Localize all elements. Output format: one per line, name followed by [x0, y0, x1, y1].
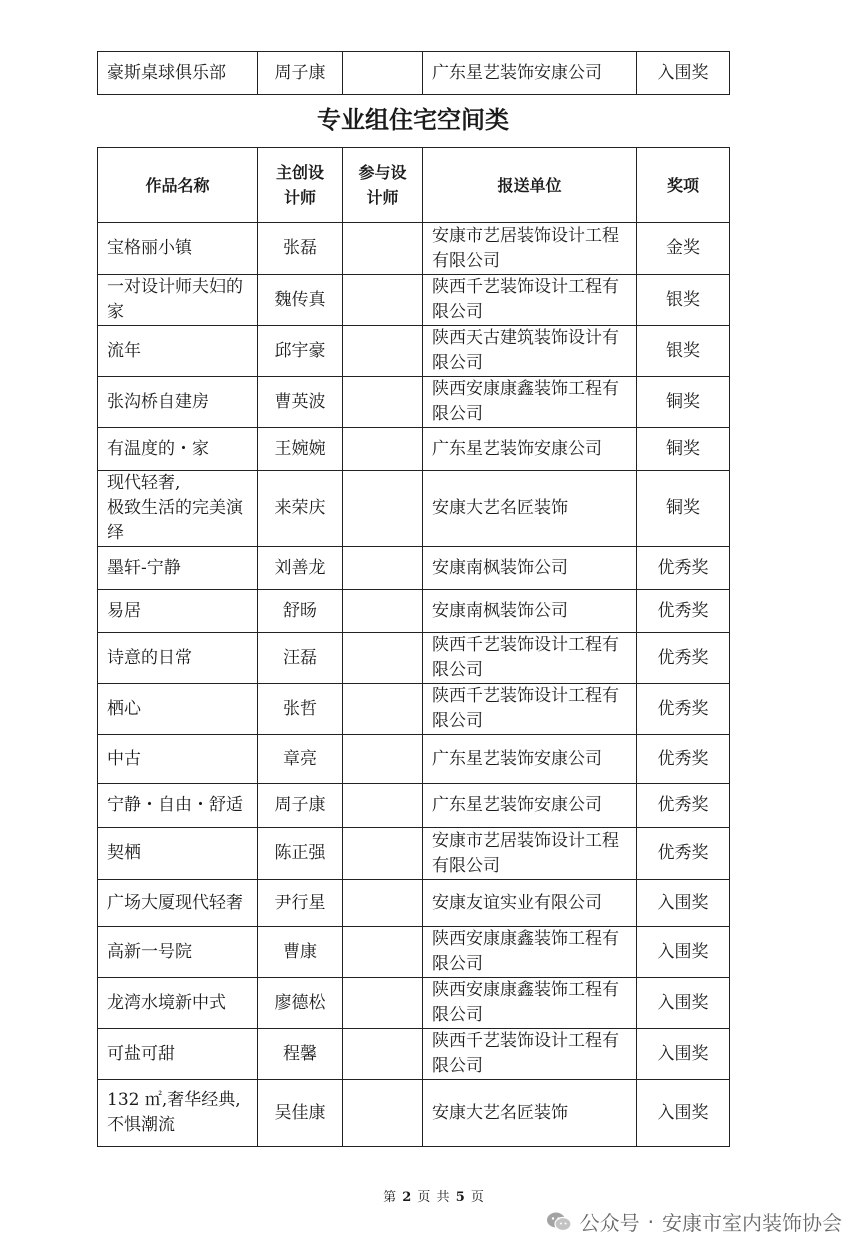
- table-row: [98, 547, 730, 590]
- submitting-unit: [423, 633, 637, 684]
- work-name: [98, 684, 258, 735]
- co-designer: [343, 978, 423, 1029]
- award: 优秀奖: [637, 828, 730, 880]
- award: 入围奖: [637, 880, 730, 927]
- lead-designer: 程馨: [258, 1029, 343, 1080]
- award: 入围奖: [637, 978, 730, 1029]
- submitting-unit-line: 广东星艺装饰安康公司: [432, 438, 602, 459]
- co-designer: [343, 1080, 423, 1147]
- co-designer: [343, 275, 423, 326]
- submitting-unit-line: 陕西安康康鑫装饰工程有: [432, 379, 619, 399]
- work-name: [98, 828, 258, 880]
- submitting-unit-line: 限公司: [432, 1005, 483, 1025]
- watermark-org: 安康市室内装饰协会: [662, 1211, 842, 1235]
- award: 入围奖: [637, 927, 730, 978]
- submitting-unit-line: 安康友谊实业有限公司: [432, 892, 602, 913]
- award: 入围奖: [637, 1080, 730, 1147]
- work-name-line: 宝格丽小镇: [107, 238, 192, 258]
- wechat-watermark: [546, 1207, 842, 1236]
- co-designer: [343, 784, 423, 828]
- lead-designer: 王婉婉: [258, 428, 343, 471]
- submitting-unit-line: 陕西千艺装饰设计工程有: [432, 635, 619, 655]
- work-name-line: 一对设计师夫妇的: [107, 277, 243, 297]
- award: 入围奖: [637, 1029, 730, 1080]
- work-name-line: 易居: [107, 600, 141, 621]
- previous-category-table: [97, 51, 730, 95]
- co-designer: [343, 735, 423, 784]
- work-name-line: 栖心: [107, 698, 141, 719]
- table-row: [98, 590, 730, 633]
- work-name-line: 龙湾水境新中式: [107, 992, 226, 1013]
- award: 优秀奖: [637, 590, 730, 633]
- co-designer: [343, 471, 423, 547]
- header-lead-designer-line1: 主创设: [275, 163, 324, 182]
- award: 铜奖: [637, 428, 730, 471]
- section-title: 专业组住宅空间类: [317, 106, 509, 134]
- submitting-unit-line: 有限公司: [432, 250, 500, 271]
- work-name-line: 家: [107, 302, 124, 322]
- header-award: 奖项: [637, 148, 730, 223]
- submitting-unit-line: 陕西千艺装饰设计工程有: [432, 277, 619, 297]
- page-suffix: 页: [470, 1190, 485, 1205]
- lead-designer: 陈正强: [258, 828, 343, 880]
- page-prefix: 第: [383, 1190, 398, 1205]
- work-name-line: 高新一号院: [107, 941, 192, 962]
- submitting-unit: [423, 828, 637, 880]
- work-name: [98, 735, 258, 784]
- submitting-unit-line: 限公司: [432, 404, 483, 424]
- table-row: [98, 880, 730, 927]
- lead-designer: 尹行星: [258, 880, 343, 927]
- table-row: [98, 52, 730, 95]
- submitting-unit-line: 安康大艺名匠装饰: [432, 498, 568, 518]
- work-name-line: 张沟桥自建房: [107, 391, 209, 412]
- work-name: [98, 927, 258, 978]
- submitting-unit-line: 安康市艺居装饰设计工程: [432, 225, 619, 246]
- submitting-unit: [423, 590, 637, 633]
- award: 优秀奖: [637, 547, 730, 590]
- header-work-name: 作品名称: [98, 148, 258, 223]
- award: 优秀奖: [637, 684, 730, 735]
- header-submitting-unit: 报送单位: [423, 148, 637, 223]
- table-row: [98, 275, 730, 326]
- submitting-unit: [423, 978, 637, 1029]
- work-name: [98, 784, 258, 828]
- table-row: [98, 1080, 730, 1147]
- co-designer: [343, 326, 423, 377]
- submitting-unit: [423, 784, 637, 828]
- header-co-designer-line2: 计师: [366, 188, 399, 207]
- lead-designer: 张磊: [258, 223, 343, 275]
- table-row: [98, 326, 730, 377]
- work-name: [98, 590, 258, 633]
- current-page: 2: [402, 1190, 413, 1205]
- co-designer: [343, 52, 423, 95]
- submitting-unit: [423, 377, 637, 428]
- submitting-unit-line: 广东星艺装饰安康公司: [432, 795, 602, 815]
- co-designer: [343, 633, 423, 684]
- co-designer: [343, 684, 423, 735]
- work-name-line: 流年: [107, 340, 141, 361]
- award: 金奖: [637, 223, 730, 275]
- co-designer: [343, 223, 423, 275]
- work-name: [98, 471, 258, 547]
- submitting-unit-line: 限公司: [432, 302, 483, 322]
- header-lead-designer: [258, 148, 343, 223]
- wechat-icon: [546, 1211, 572, 1233]
- work-name: [98, 978, 258, 1029]
- submitting-unit-line: 限公司: [432, 1056, 483, 1076]
- submitting-unit-line: 陕西千艺装饰设计工程有: [432, 686, 619, 706]
- work-name: [98, 547, 258, 590]
- work-name: [98, 633, 258, 684]
- work-name: [98, 1080, 258, 1147]
- table-row: [98, 377, 730, 428]
- submitting-unit: [423, 223, 637, 275]
- lead-designer: 舒旸: [258, 590, 343, 633]
- award: 优秀奖: [637, 784, 730, 828]
- lead-designer: 曹英波: [258, 377, 343, 428]
- lead-designer: 刘善龙: [258, 547, 343, 590]
- table-row: [98, 633, 730, 684]
- submitting-unit-line: 陕西天古建筑装饰设计有: [432, 328, 619, 348]
- table-row: [98, 1029, 730, 1080]
- header-co-designer: [343, 148, 423, 223]
- work-name-line: 极致生活的完美演: [107, 498, 243, 518]
- work-name: [98, 275, 258, 326]
- watermark-separator: ·: [647, 1209, 654, 1234]
- lead-designer: 汪磊: [258, 633, 343, 684]
- lead-designer: 张哲: [258, 684, 343, 735]
- submitting-unit-line: 限公司: [432, 711, 483, 731]
- work-name: 豪斯桌球俱乐部: [98, 52, 258, 95]
- residential-awards-table: [97, 147, 730, 1147]
- co-designer: [343, 1029, 423, 1080]
- table-row: [98, 828, 730, 880]
- award: 银奖: [637, 275, 730, 326]
- page-number: [0, 1186, 868, 1205]
- work-name: [98, 880, 258, 927]
- submitting-unit: [423, 927, 637, 978]
- header-lead-designer-line2: 计师: [283, 188, 316, 207]
- lead-designer: 魏传真: [258, 275, 343, 326]
- page-mid: 页 共: [417, 1190, 451, 1205]
- submitting-unit-line: 限公司: [432, 954, 483, 974]
- submitting-unit: [423, 880, 637, 927]
- lead-designer: 吴佳康: [258, 1080, 343, 1147]
- submitting-unit: [423, 684, 637, 735]
- work-name-line: 可盐可甜: [107, 1043, 175, 1064]
- work-name-line: 宁静・自由・舒适: [107, 795, 243, 815]
- header-co-designer-line1: 参与设: [358, 163, 407, 182]
- submitting-unit-line: 安康南枫装饰公司: [432, 557, 568, 578]
- submitting-unit: [423, 735, 637, 784]
- work-name-line: 广场大厦现代轻奢: [107, 892, 243, 913]
- submitting-unit-line: 安康大艺名匠装饰: [432, 1102, 568, 1123]
- submitting-unit-line: 陕西安康康鑫装饰工程有: [432, 929, 619, 949]
- work-name: [98, 1029, 258, 1080]
- work-name-line: 现代轻奢,: [107, 473, 181, 493]
- submitting-unit: [423, 471, 637, 547]
- submitting-unit: [423, 275, 637, 326]
- submitting-unit-line: 限公司: [432, 353, 483, 373]
- table-row: [98, 471, 730, 547]
- total-pages: 5: [455, 1190, 466, 1205]
- table-row: [98, 735, 730, 784]
- submitting-unit-line: 广东星艺装饰安康公司: [432, 748, 602, 769]
- co-designer: [343, 927, 423, 978]
- submitting-unit: [423, 547, 637, 590]
- submitting-unit-line: 陕西千艺装饰设计工程有: [432, 1031, 619, 1051]
- table-row: [98, 978, 730, 1029]
- award: 优秀奖: [637, 633, 730, 684]
- work-name: [98, 326, 258, 377]
- table-row: [98, 428, 730, 471]
- submitting-unit-line: 限公司: [432, 660, 483, 680]
- award: 铜奖: [637, 377, 730, 428]
- submitting-unit-line: 陕西安康康鑫装饰工程有: [432, 980, 619, 1000]
- co-designer: [343, 590, 423, 633]
- work-name-line: 有温度的・家: [107, 438, 209, 459]
- submitting-unit-line: 有限公司: [432, 855, 500, 876]
- award: 银奖: [637, 326, 730, 377]
- award: 优秀奖: [637, 735, 730, 784]
- work-name-line: 墨轩-宁静: [107, 557, 181, 578]
- submitting-unit-line: 安康市艺居装饰设计工程: [432, 830, 619, 851]
- lead-designer: 周子康: [258, 784, 343, 828]
- co-designer: [343, 547, 423, 590]
- work-name-line: 132 ㎡,奢华经典,: [107, 1090, 241, 1110]
- work-name-line: 不惧潮流: [107, 1115, 175, 1135]
- lead-designer: 周子康: [258, 52, 343, 95]
- table-row: [98, 927, 730, 978]
- submitting-unit-line: 安康南枫装饰公司: [432, 600, 568, 621]
- lead-designer: 邱宇豪: [258, 326, 343, 377]
- table-header-row: [98, 148, 730, 223]
- work-name: [98, 377, 258, 428]
- work-name-line: 绎: [107, 523, 124, 543]
- table-row: [98, 684, 730, 735]
- award: 入围奖: [637, 52, 730, 95]
- co-designer: [343, 428, 423, 471]
- work-name: [98, 223, 258, 275]
- watermark-source: 公众号: [579, 1211, 640, 1235]
- submitting-unit: 广东星艺装饰安康公司: [423, 52, 637, 95]
- submitting-unit: [423, 428, 637, 471]
- table-row: [98, 223, 730, 275]
- work-name-line: 契栖: [107, 843, 141, 863]
- co-designer: [343, 880, 423, 927]
- lead-designer: 来荣庆: [258, 471, 343, 547]
- table-row: [98, 784, 730, 828]
- lead-designer: 章亮: [258, 735, 343, 784]
- submitting-unit: [423, 1029, 637, 1080]
- submitting-unit: [423, 1080, 637, 1147]
- lead-designer: 廖德松: [258, 978, 343, 1029]
- work-name-line: 中古: [107, 748, 141, 769]
- submitting-unit: [423, 326, 637, 377]
- work-name-line: 诗意的日常: [107, 647, 192, 668]
- lead-designer: 曹康: [258, 927, 343, 978]
- award: 铜奖: [637, 471, 730, 547]
- co-designer: [343, 828, 423, 880]
- work-name: [98, 428, 258, 471]
- co-designer: [343, 377, 423, 428]
